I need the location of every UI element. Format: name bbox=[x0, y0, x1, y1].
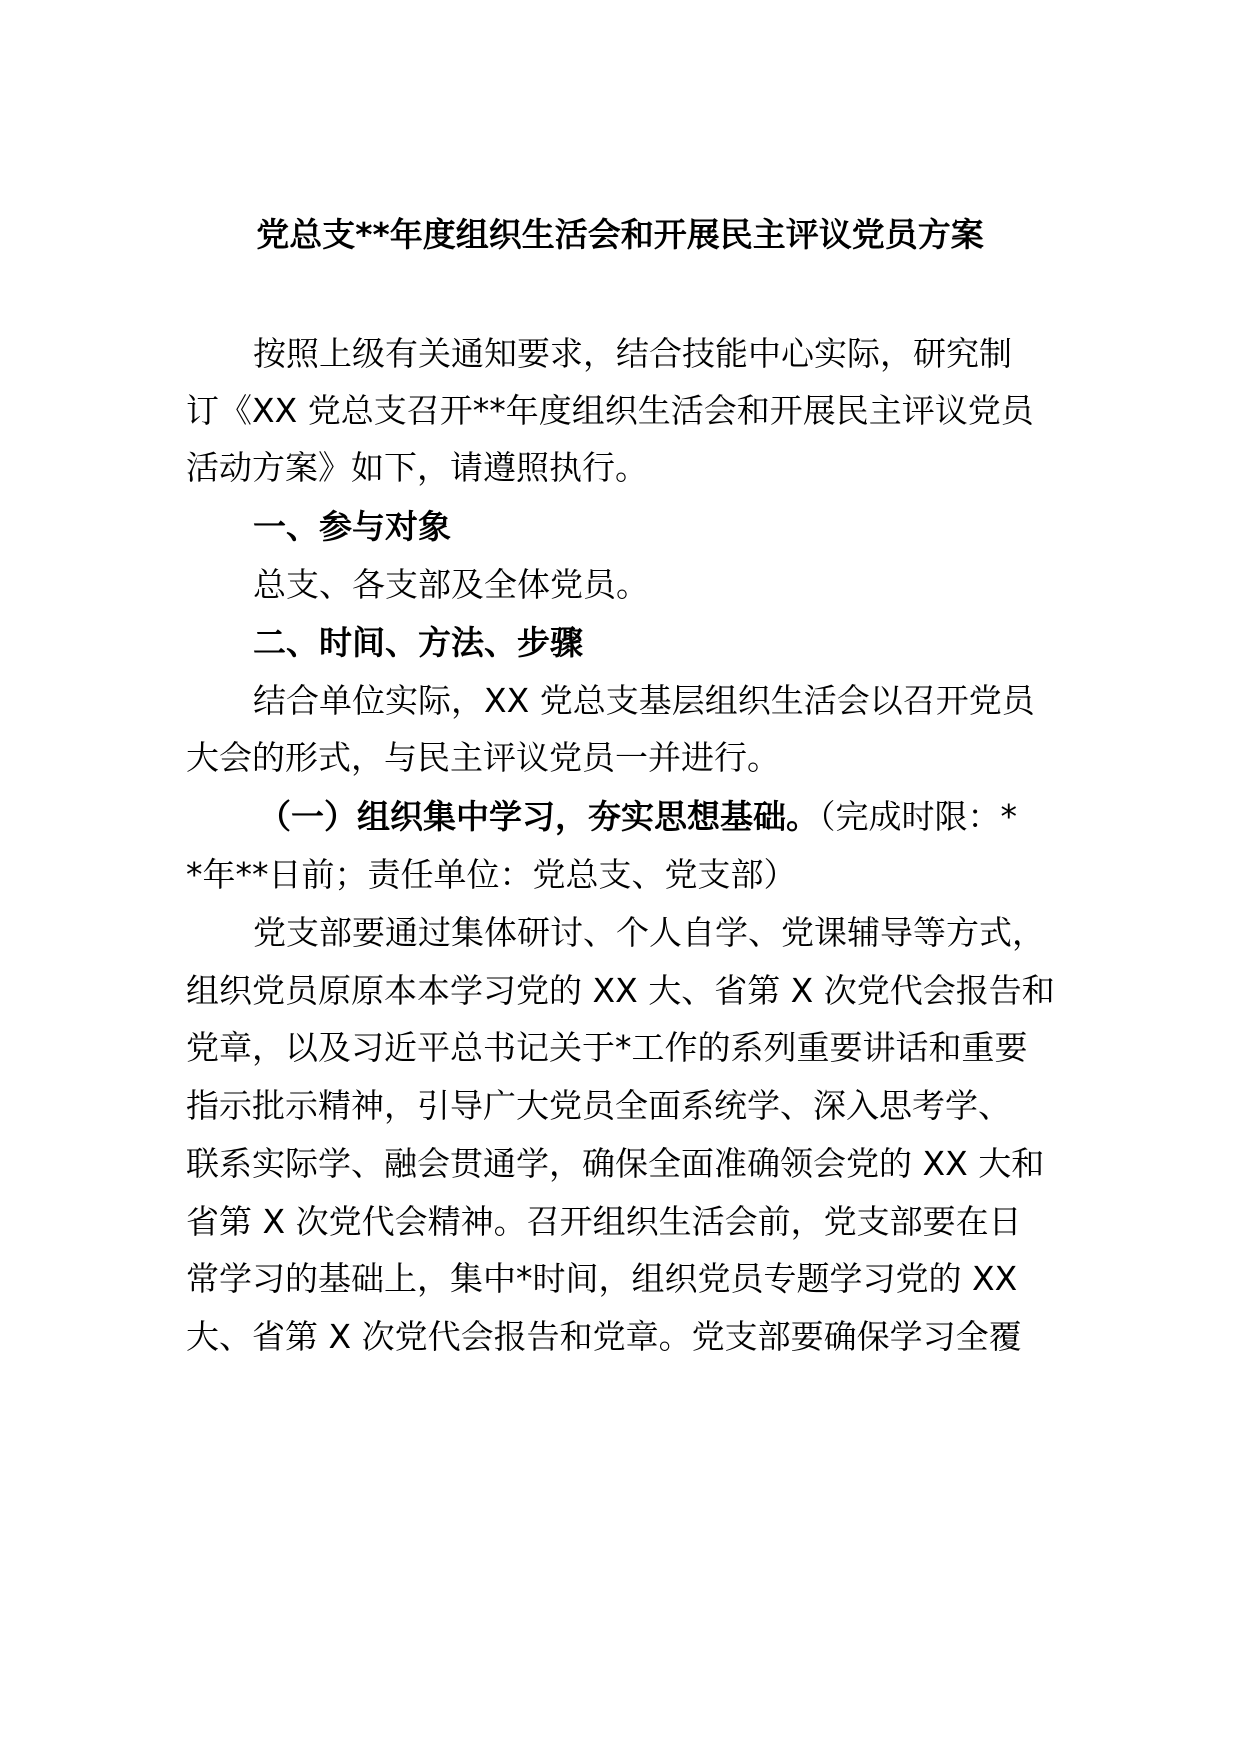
section2-heading: 二、时间、方法、步骤 bbox=[253, 623, 583, 662]
subsection1-body-line-3: 党章，以及习近平总书记关于*工作的系列重要讲话和重要 bbox=[186, 1028, 1028, 1067]
section1-body: 总支、各支部及全体党员。 bbox=[253, 565, 649, 604]
intro-line-3: 活动方案》如下，请遵照执行。 bbox=[186, 448, 648, 487]
subsection1-body-line-6: 省第 X 次党代会精神。召开组织生活会前，党支部要在日 bbox=[186, 1202, 1022, 1241]
intro-line-1: 按照上级有关通知要求，结合技能中心实际，研究制 bbox=[253, 334, 1012, 373]
subsection1-body-line-2: 组织党员原原本本学习党的 XX 大、省第 X 次党代会报告和 bbox=[186, 971, 1055, 1010]
subsection1-body-line-7: 常学习的基础上，集中*时间，组织党员专题学习党的 XX bbox=[186, 1259, 1018, 1298]
section1-heading: 一、参与对象 bbox=[253, 507, 451, 546]
subsection1-body-line-1: 党支部要通过集体研讨、个人自学、党课辅导等方式， bbox=[253, 913, 1045, 952]
subsection1-body-line-5: 联系实际学、融会贯通学，确保全面准确领会党的 XX 大和 bbox=[186, 1144, 1045, 1183]
subsection1-heading-line bbox=[258, 792, 1017, 842]
subsection1-heading: （一）组织集中学习，夯实思想基础。 bbox=[258, 797, 819, 836]
subsection1-body-line-8: 大、省第 X 次党代会报告和党章。党支部要确保学习全覆 bbox=[186, 1317, 1022, 1356]
document-title: 党总支**年度组织生活会和开展民主评议党员方案 bbox=[256, 215, 984, 254]
section2-body-line-2: 大会的形式，与民主评议党员一并进行。 bbox=[186, 738, 780, 777]
subsection1-note-end: *年**日前；责任单位：党总支、党支部） bbox=[186, 855, 797, 894]
intro-line-2: 订《XX 党总支召开**年度组织生活会和开展民主评议党员 bbox=[186, 391, 1034, 430]
section2-body-line-1: 结合单位实际，XX 党总支基层组织生活会以召开党员 bbox=[253, 681, 1035, 720]
subsection1-body-line-4: 指示批示精神，引导广大党员全面系统学、深入思考学、 bbox=[186, 1086, 1011, 1125]
subsection1-note-start: （完成时限：* bbox=[819, 797, 1017, 836]
